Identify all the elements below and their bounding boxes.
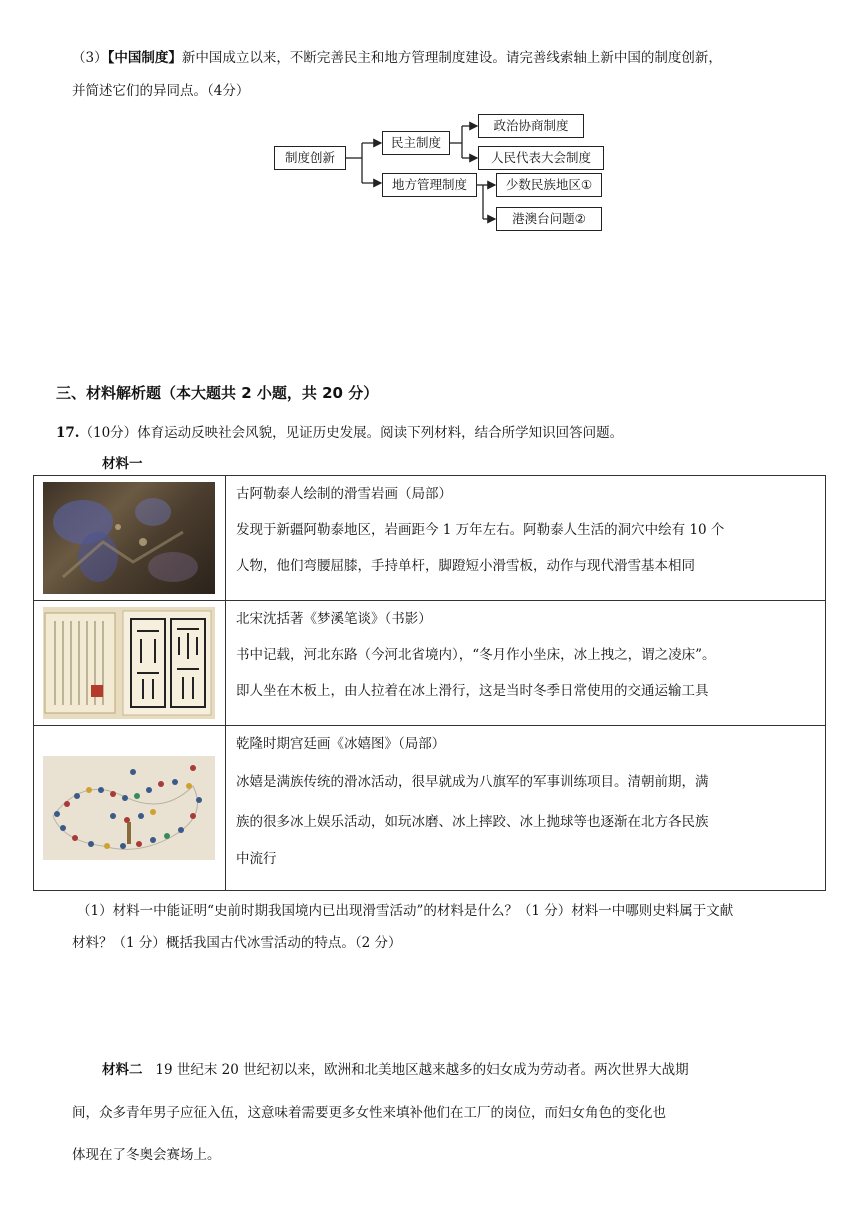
row3-line3: 族的很多冰上娱乐活动，如玩冰磨、冰上摔跤、冰上抛球等也逐渐在北方各民族 xyxy=(236,814,709,830)
image-cell xyxy=(34,726,226,891)
material-text-cell xyxy=(226,601,826,726)
node-institution-innovation: 制度创新 xyxy=(274,146,346,170)
row3-line4: 中流行 xyxy=(236,851,277,867)
row1-line2: 发现于新疆阿勒泰地区，岩画距今 1 万年左右。阿勒泰人生活的洞穴中绘有 10 个 xyxy=(236,522,725,538)
row2-title: 北宋沈括著《梦溪笔谈》（书影） xyxy=(236,611,432,627)
node-hk-macau-taiwan: 港澳台问题② xyxy=(496,207,602,231)
q17-text: （10分）体育运动反映社会风貌，见证历史发展。阅读下列材料，结合所学知识回答问题。 xyxy=(79,425,624,441)
table-row xyxy=(34,601,826,726)
node-cppcc-system: 政治协商制度 xyxy=(478,114,584,138)
node-local-governance-system: 地方管理制度 xyxy=(382,173,477,197)
node-democracy-system: 民主制度 xyxy=(382,131,450,155)
row3-title: 乾隆时期宫廷画《冰嬉图》（局部） xyxy=(236,736,446,752)
row2-line2: 书中记载，河北东路（今河北省境内），“冬月作小坐床，冰上拽之，谓之凌床”。 xyxy=(236,647,716,663)
q3-number: （3） xyxy=(72,50,108,66)
row1-line3: 人物，他们弯腰屈膝，手持单杆，脚蹬短小滑雪板，动作与现代滑雪基本相同 xyxy=(236,558,695,574)
row1-title: 古阿勒泰人绘制的滑雪岩画（局部） xyxy=(236,486,452,502)
node-npc-system: 人民代表大会制度 xyxy=(478,146,604,170)
material-two-label: 材料二 xyxy=(102,1062,143,1078)
material-text-cell xyxy=(226,726,826,891)
skating-figures xyxy=(43,756,215,860)
material-text-cell xyxy=(226,476,826,601)
rock-painting-figures xyxy=(43,482,215,594)
mengxi-bitan-book-image xyxy=(43,607,215,719)
institution-diagram xyxy=(262,103,608,239)
altay-rock-painting-image xyxy=(43,482,215,594)
node-minority-regions: 少数民族地区① xyxy=(496,173,602,197)
bingxi-painting-image xyxy=(43,756,215,860)
q3-line1 xyxy=(72,46,722,66)
table-row xyxy=(34,476,826,601)
row2-line3: 即人坐在木板上，由人拉着在冰上滑行，这是当时冬季日常使用的交通运输工具 xyxy=(236,683,709,699)
q17-sub1-line2: 材料？（1 分）概括我国古代冰雪活动的特点。（2 分） xyxy=(72,935,402,951)
material-one-table xyxy=(33,475,826,891)
image-cell xyxy=(34,601,226,726)
book-illustration xyxy=(43,607,215,719)
row3-line2: 冰嬉是满族传统的滑冰活动，很早就成为八旗军的军事训练项目。清朝前期，满 xyxy=(236,774,709,790)
q3-line2: 并简述它们的异同点。（4分） xyxy=(72,83,250,99)
material-two-line2: 间，众多青年男子应征入伍，这意味着需要更多女性来填补他们在工厂的岗位，而妇女角色的变化也 xyxy=(72,1105,666,1121)
material-two-text1: 19 世纪末 20 世纪初以来，欧洲和北美地区越来越多的妇女成为劳动者。两次世界大战期 xyxy=(155,1062,689,1078)
material-two-line1 xyxy=(102,1058,689,1078)
q3-tag: 【中国制度】 xyxy=(107,50,182,66)
table-row xyxy=(34,726,826,891)
q17-number: 17. xyxy=(56,425,80,441)
section-three-title: 三、材料解析题（本大题共 2 小题，共 20 分） xyxy=(56,384,379,402)
image-cell xyxy=(34,476,226,601)
q17-sub1-line1: （1）材料一中能证明“史前时期我国境内已出现滑雪活动”的材料是什么？（1 分）材料一中哪则史料属于文献 xyxy=(77,903,734,919)
material-two-line3: 体现在了冬奥会赛场上。 xyxy=(72,1147,221,1163)
q3-text: 新中国成立以来，不断完善民主和地方管理制度建设。请完善线索轴上新中国的制度创新， xyxy=(181,50,722,66)
q17-stem xyxy=(56,421,623,441)
material-one-label: 材料一 xyxy=(102,456,143,472)
